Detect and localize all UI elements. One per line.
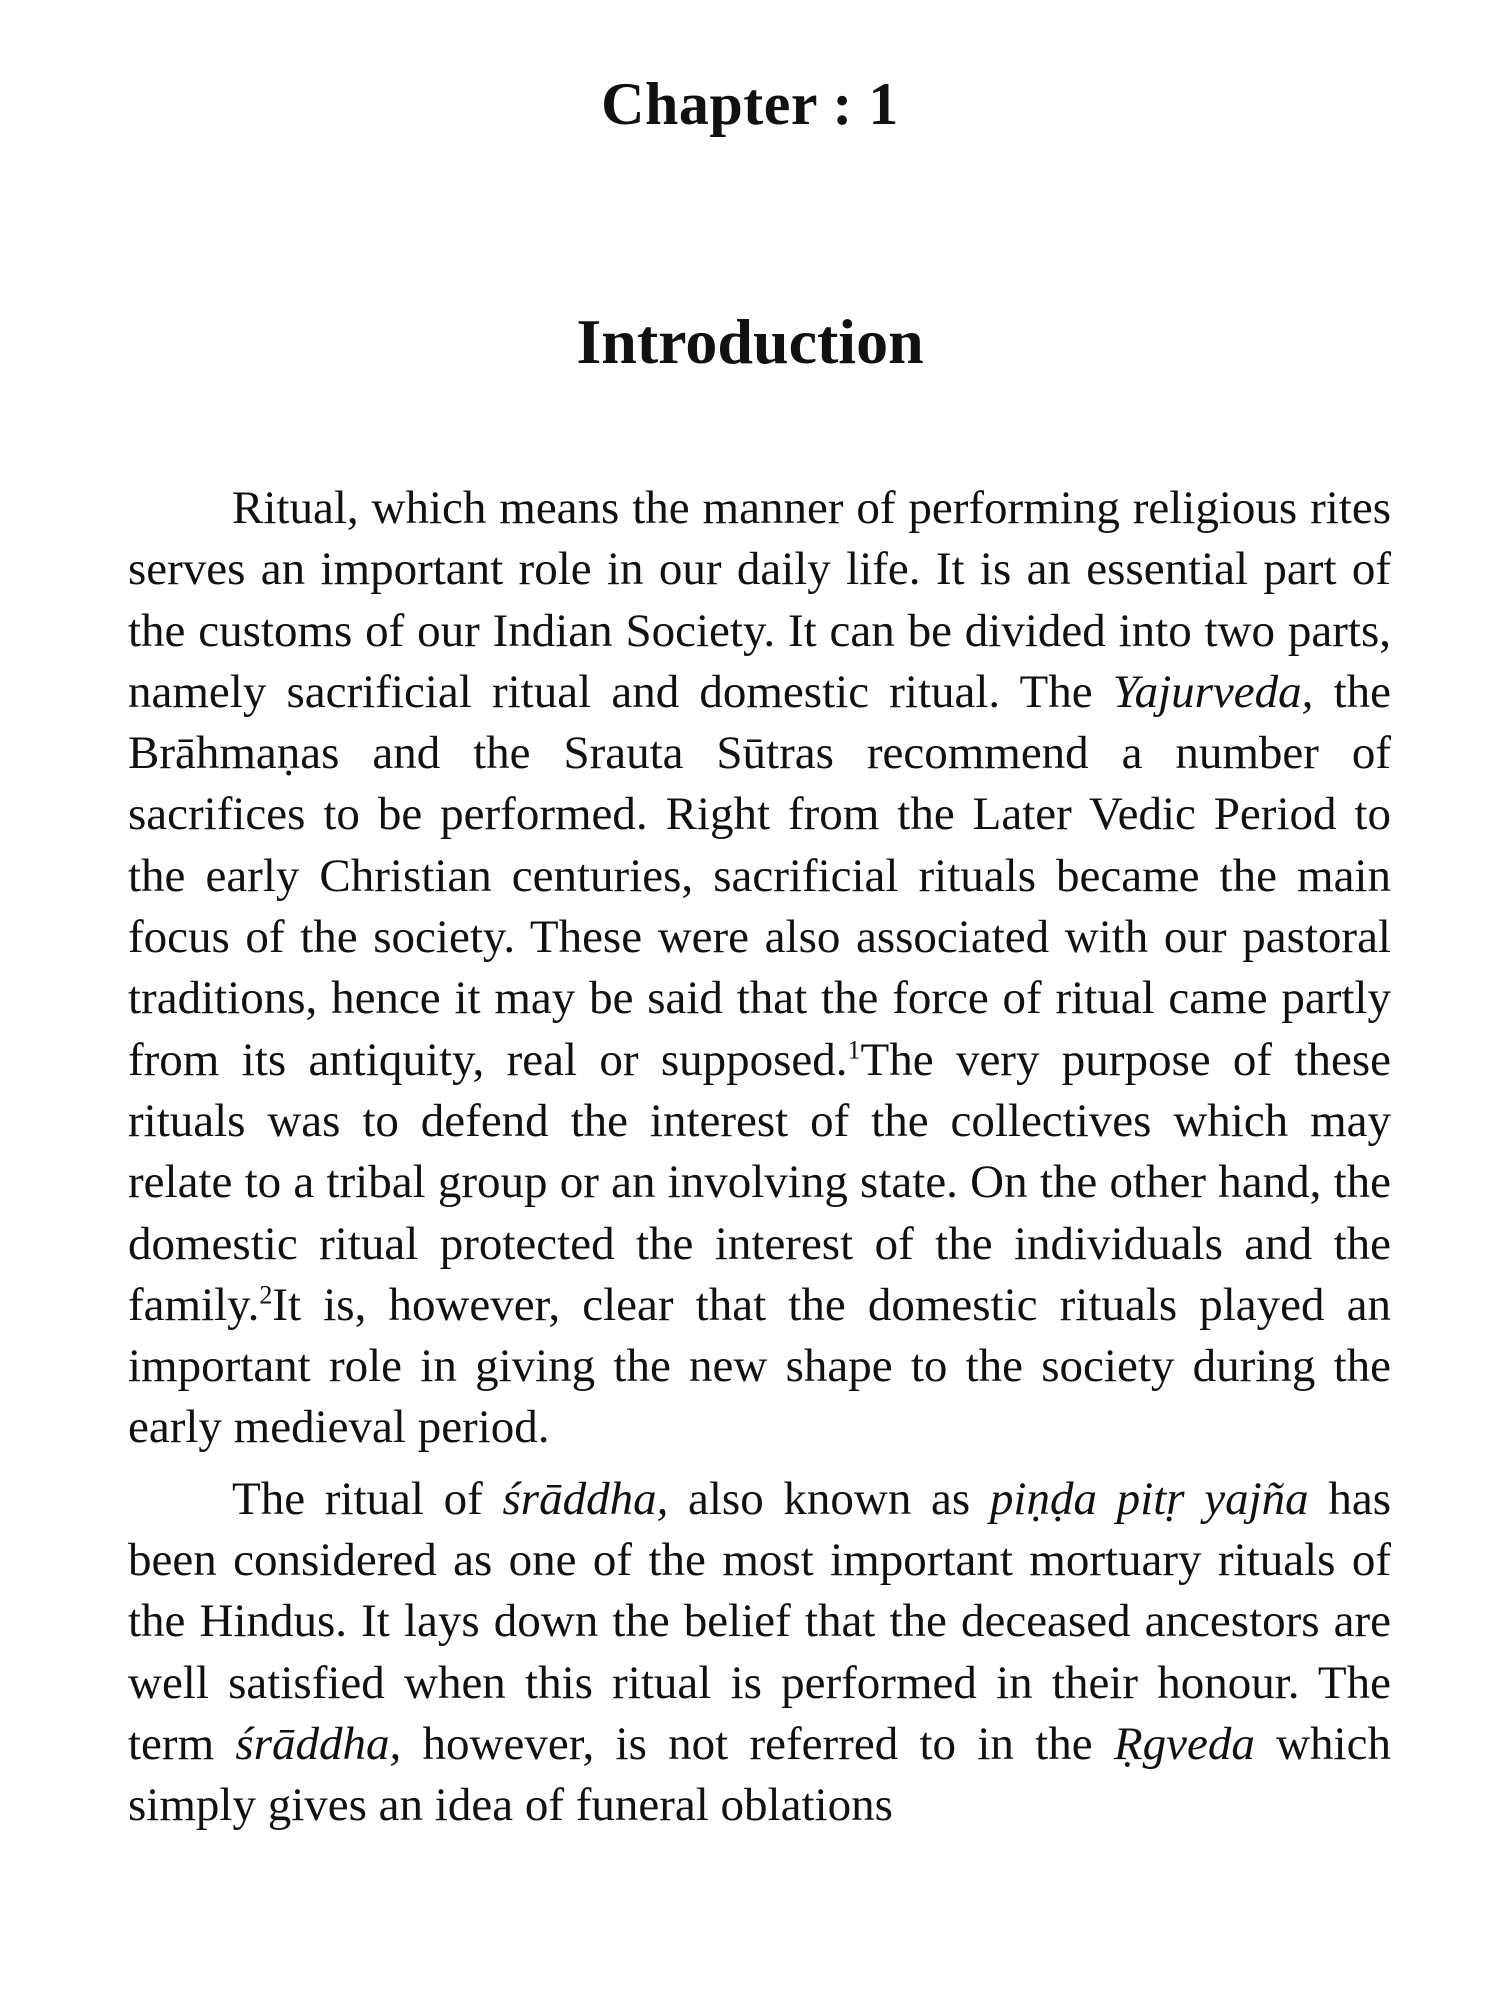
paragraph-2-italic-rgveda: Ṛgveda <box>1113 1717 1255 1770</box>
paragraph-2 <box>128 1469 1391 1837</box>
paragraph-2-text-4: however, is not referred to in the <box>401 1717 1114 1770</box>
paragraph-1-text-1: Ritual, which means the manner of performing religious rites serves an important role in our daily life. It is an essential part of the customs of our Indian Society. It can be divided into two parts, namely sacrificial ritual and domestic ritual. The <box>128 482 1391 718</box>
paragraph-2-text-5: which simply gives an idea of funeral oblations <box>128 1717 1391 1832</box>
body-text <box>128 478 1391 1837</box>
paragraph-2-italic-sraddha: śrāddha, <box>502 1472 669 1525</box>
paragraph-2-italic-sraddha-term: śrāddha, <box>235 1717 402 1770</box>
footnote-ref-2: 2 <box>259 1280 273 1310</box>
paragraph-1-text-4: It is, however, clear that the domestic rituals played an important role in giving the new shape to the society during the early medieval period. <box>128 1278 1391 1454</box>
chapter-heading: Chapter : 1 <box>601 71 899 137</box>
page-title: Introduction <box>576 306 924 377</box>
paragraph-1-text-3: The very purpose of these rituals was to defend the interest of the collectives which may relate to a tribal group or an involving state. On the other hand, the domestic ritual protected the interest of the individuals and the family. <box>128 1033 1391 1331</box>
paragraph-1-italic-yajurveda: Yajurveda, <box>1112 665 1314 718</box>
footnote-ref-1: 1 <box>847 1035 861 1065</box>
paragraph-2-italic-pinda-pitr-yajna: piṇḍa pitṛ yajña <box>989 1472 1309 1525</box>
paragraph-1 <box>128 478 1391 1459</box>
paragraph-2-text-1: The ritual of <box>232 1472 503 1525</box>
paragraph-2-text-3: has been considered as one of the most important mortuary rituals of the Hindus. It lays down the belief that the deceased ancestors are well satisfied when this ritual is performed in their honour. The term <box>128 1472 1391 1770</box>
paragraph-2-text-2: also known as <box>668 1472 990 1525</box>
paragraph-1-text-2: the Brāhmaṇas and the Srauta Sūtras recommend a number of sacrifices to be performed. Right from the Later Vedic Period to the early Christian centuries, sacrificial rituals became the main focus of the society. These were also associated with our pastoral traditions, hence it may be said that the force of ritual came partly from its antiquity, real or supposed. <box>128 665 1392 1086</box>
